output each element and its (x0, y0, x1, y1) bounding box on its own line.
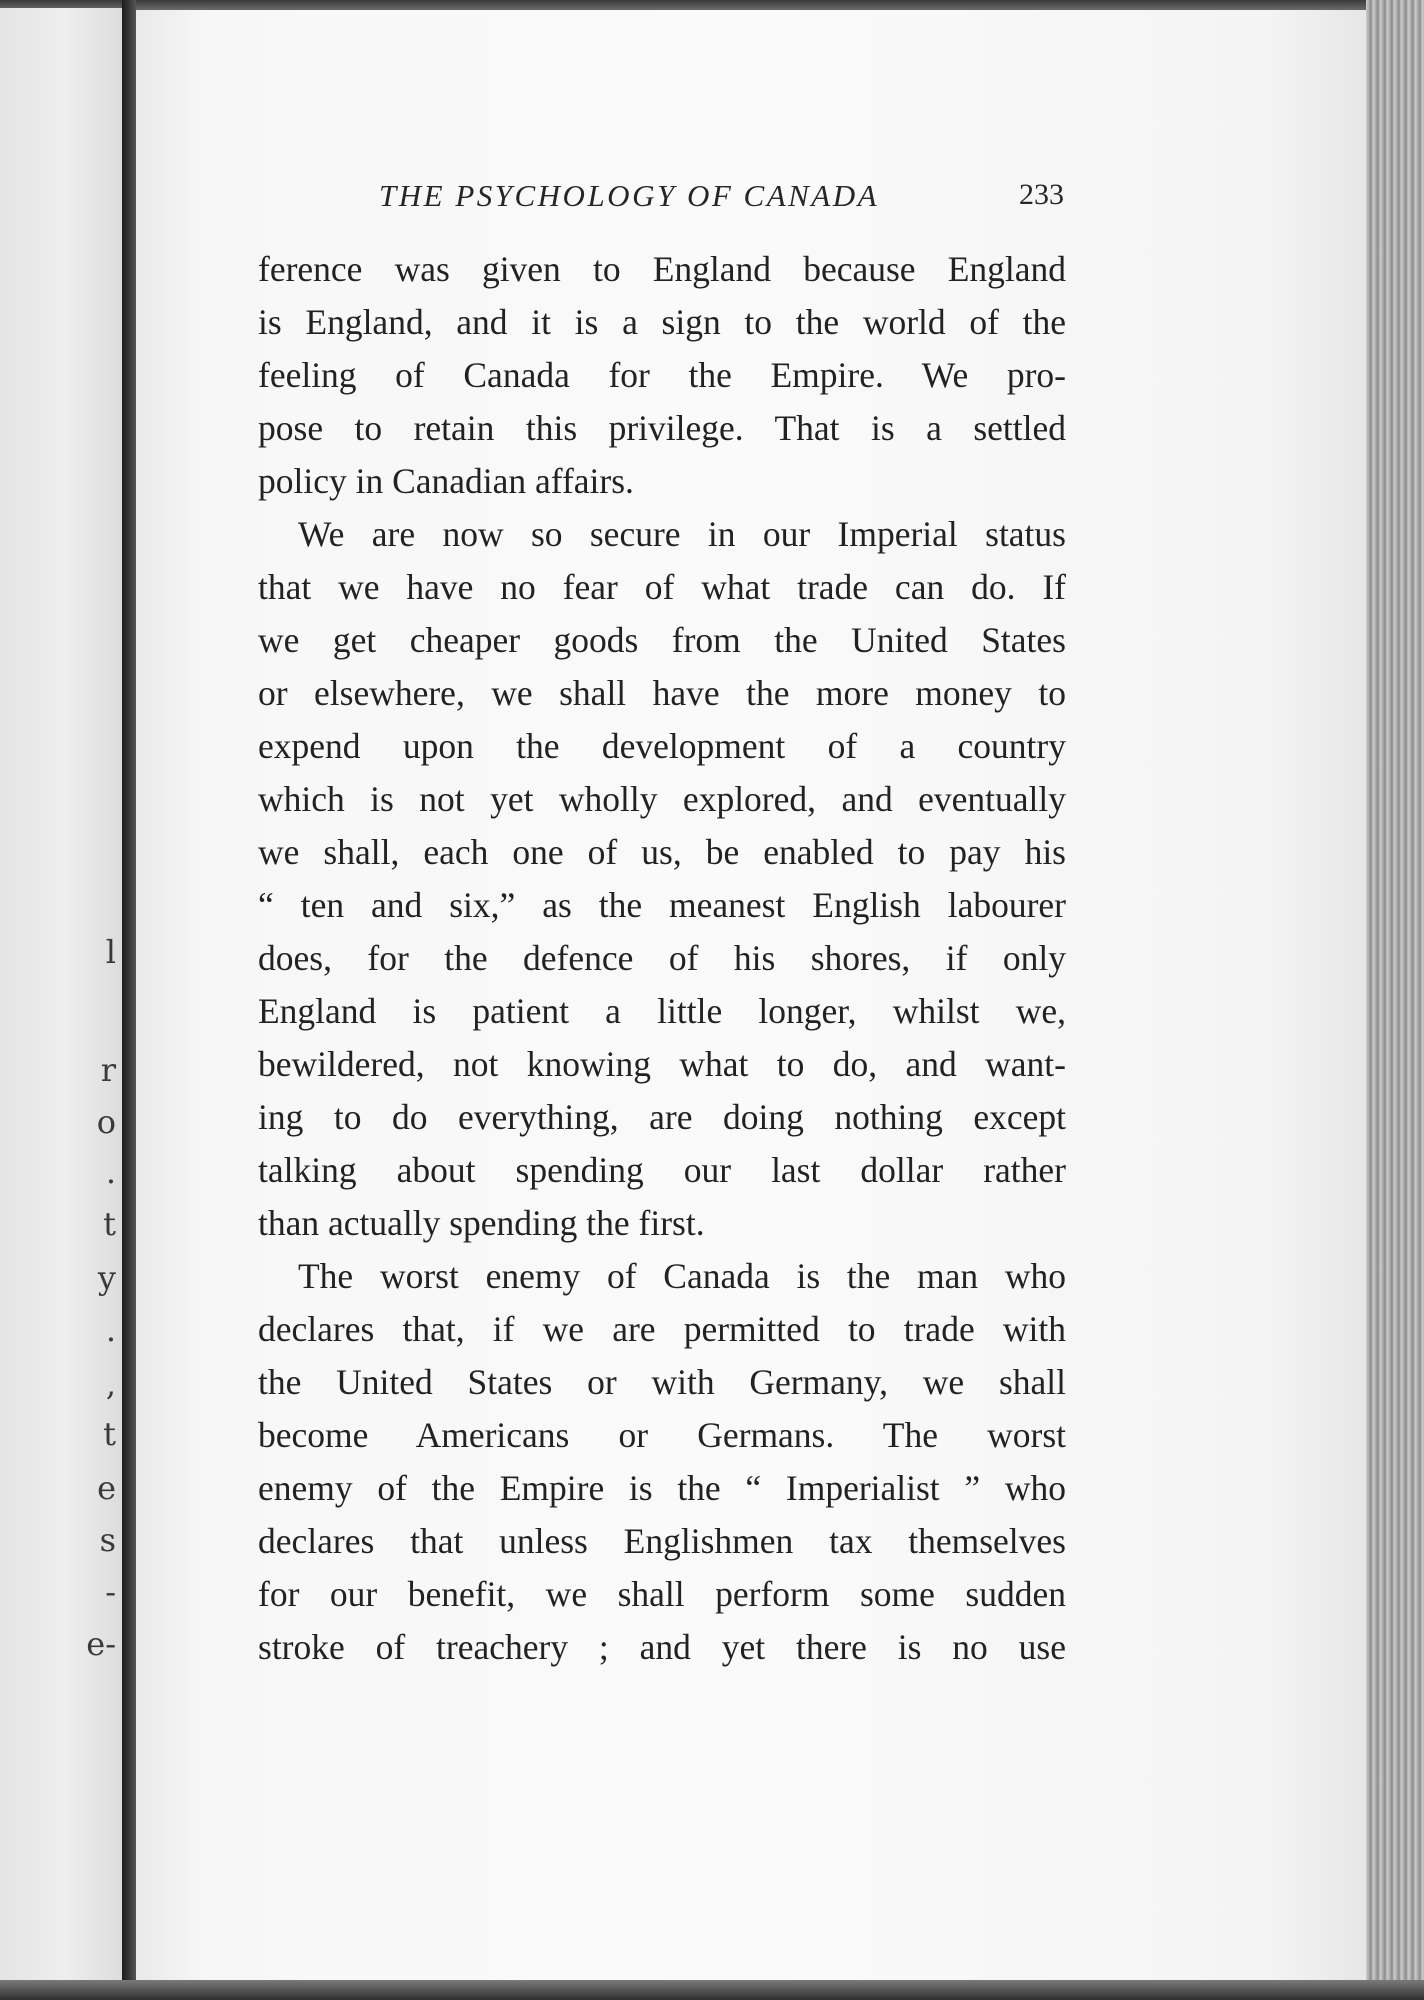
previous-page-fragment: t (103, 1205, 116, 1243)
previous-page-fragment: . (105, 1153, 116, 1191)
text-line: which is not yet wholly explored, and eventually (258, 779, 1066, 819)
previous-page-fragment: t (103, 1415, 116, 1453)
previous-page-fragment: s (99, 1521, 116, 1559)
previous-page-fragment: o (96, 1103, 116, 1141)
text-line: talking about spending our last dollar rather (258, 1150, 1066, 1190)
page-edges (1366, 0, 1424, 2000)
text-line: England is patient a little longer, whilst we, (258, 991, 1066, 1031)
previous-page-fragment: e- (86, 1625, 116, 1663)
text-line: feeling of Canada for the Empire. We pro- (258, 355, 1066, 395)
text-line: that we have no fear of what trade can do. If (258, 567, 1066, 607)
previous-page-fragment: r (100, 1051, 116, 1089)
previous-page-fragment: . (105, 1311, 116, 1349)
text-line: we get cheaper goods from the United States (258, 620, 1066, 660)
text-line: become Americans or Germans. The worst (258, 1415, 1066, 1455)
text-line: The worst enemy of Canada is the man who (298, 1256, 1066, 1296)
page-number: 233 (1019, 178, 1064, 211)
text-line: than actually spending the first. (258, 1203, 705, 1243)
text-line: ing to do everything, are doing nothing except (258, 1097, 1066, 1137)
body-text (258, 243, 1066, 1674)
text-line: pose to retain this privilege. That is a settled (258, 408, 1066, 448)
text-line: is England, and it is a sign to the world of the (258, 302, 1066, 342)
text-line: enemy of the Empire is the “ Imperialist ” who (258, 1468, 1066, 1508)
text-line: “ ten and six,” as the meanest English labourer (258, 885, 1066, 925)
text-line: declares that unless Englishmen tax themselves (258, 1521, 1066, 1561)
text-line: the United States or with Germany, we shall (258, 1362, 1066, 1402)
previous-page-edge (0, 8, 122, 1980)
running-title: THE PSYCHOLOGY OF CANADA (379, 178, 880, 213)
previous-page-fragment: l (105, 933, 116, 971)
text-line: for our benefit, we shall perform some sudden (258, 1574, 1066, 1614)
text-line: does, for the defence of his shores, if only (258, 938, 1066, 978)
text-line: declares that, if we are permitted to trade with (258, 1309, 1066, 1349)
text-line: stroke of treachery ; and yet there is no use (258, 1627, 1066, 1667)
top-shadow (0, 0, 1424, 10)
text-line: we shall, each one of us, be enabled to pay his (258, 832, 1066, 872)
text-line: policy in Canadian affairs. (258, 461, 634, 501)
text-line: bewildered, not knowing what to do, and want- (258, 1044, 1066, 1084)
paragraph-1 (258, 243, 1066, 508)
paragraph-3 (258, 1250, 1066, 1674)
text-line: expend upon the development of a country (258, 726, 1066, 766)
text-line: or elsewhere, we shall have the more money to (258, 673, 1066, 713)
bottom-edge (0, 1980, 1424, 2000)
previous-page-fragment: - (105, 1573, 116, 1611)
text-line: ference was given to England because England (258, 249, 1066, 289)
previous-page-fragment: e (97, 1469, 116, 1507)
book-gutter (122, 0, 136, 2000)
text-line: We are now so secure in our Imperial status (298, 514, 1066, 554)
running-head (244, 178, 1074, 222)
previous-page-fragment: y (97, 1259, 116, 1297)
paragraph-2 (258, 508, 1066, 1250)
previous-page-fragment: , (105, 1365, 116, 1403)
